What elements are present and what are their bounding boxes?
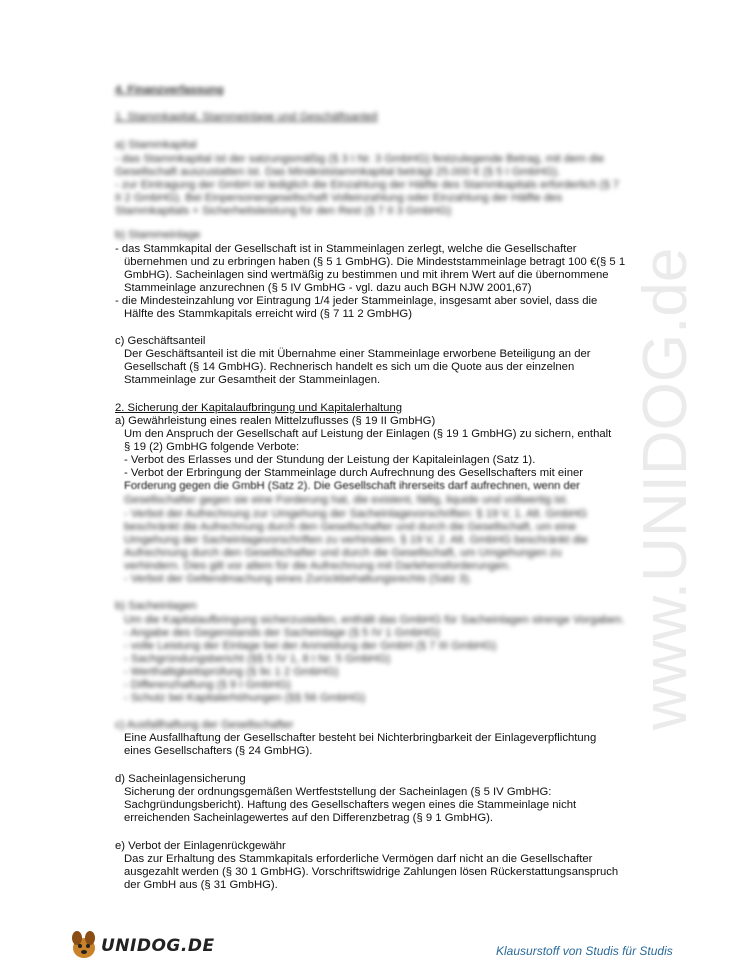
- unidog-logo[interactable]: [68, 928, 215, 962]
- subsection-1-title: 1. Stammkapital, Stammeinlage und Geschäftsanteil: [115, 111, 378, 123]
- s2a-blur-line: - Verbot der Aufrechnung zur Umgehung der Sacheinlagevorschriften: § 19 V, 1. Alt. GmbHG: [124, 508, 588, 520]
- s2b-line: - Sachgründungsbericht (§§ 5 IV 1, 8 I Nr. 5 GmbHG): [124, 653, 391, 665]
- b-line: übernehmen und zu erbringen haben (§ 5 1 GmbHG). Die Mindeststammeinlage betragt 100 €(§ 5 1: [124, 256, 626, 268]
- s2b-line: - volle Leistung der Einlage bei der Anmeldung der GmbH (§ 7 III GmbHG): [124, 640, 497, 652]
- s2c-line: Eine Ausfallhaftung der Gesellschafter besteht bei Nichterbringbarkeit der Einlageverpflichtung: [124, 732, 597, 744]
- b-line: - die Mindesteinzahlung vor Eintragung 1/4 jeder Stammeinlage, insgesamt aber soviel, dass die: [115, 295, 598, 307]
- s2a-blur-line: verhindern. Dies gilt vor allem für die Aufrechnung mit Darlehensforderungen.: [124, 560, 511, 572]
- s2a-line: - Verbot der Erbringung der Stammeinlage durch Aufrechnung des Gesellschafters mit einer: [124, 467, 584, 479]
- s2c-heading: c) Ausfallhaftung der Gesellschafter: [115, 719, 294, 731]
- s2a-blur-line: - Verbot der Geltendmachung eines Zurückbehaltungsrechts (Satz 3).: [124, 573, 472, 585]
- c-line: Stammeinlage zur Gesamtheit der Stammeinlagen.: [124, 374, 381, 386]
- footer-tagline: Klausurstoff von Studis für Studis: [496, 944, 673, 958]
- section-title: 4. Finanzverfassung: [115, 84, 224, 96]
- s2b-line: - Angabe des Gegenstands der Sacheinlage (§ 5 IV 1 GmbHG): [124, 627, 440, 639]
- s2e-line: ausgezahlt werden (§ 30 1 GmbHG). Vorschriftswidrige Zahlungen lösen Rückerstattungsanspruch: [124, 866, 619, 878]
- s2d-line: Sicherung der ordnungsgemäßen Wertfeststellung der Sacheinlagen (§ 5 IV GmbHG:: [124, 786, 552, 798]
- b-line: - das Stammkapital der Gesellschaft ist in Stammeinlagen zerlegt, welche die Gesellschafter: [115, 243, 577, 255]
- a-line: Stammkapitals + Sicherheitsleistung für den Rest (§ 7 II 3 GmbHG): [115, 205, 452, 217]
- s2a-blur-line: beschränkt die Aufrechnung durch den Gesellschafter und durch die Gesellschaft, um eine: [124, 521, 577, 533]
- s2a-line: Forderung gegen die GmbH (Satz 2). Die Gesellschaft ihrerseits darf aufrechnen, wenn der: [124, 480, 580, 492]
- s2b-line: - Werthaltigkeitsprüfung (§ 9c 1 2 GmbHG): [124, 666, 339, 678]
- s2b-line: - Differenzhaftung (§ 9 I GmbHG): [124, 679, 291, 691]
- s2a-line: Um den Anspruch der Gesellschaft auf Leistung der Einlagen (§ 19 1 GmbHG) zu sichern, enthalt: [124, 428, 612, 440]
- s2a-heading: a) Gewährleistung eines realen Mittelzuflusses (§ 19 II GmbHG): [115, 415, 436, 427]
- s2d-heading: d) Sacheinlagensicherung: [115, 773, 246, 785]
- a-line: - das Stammkapital ist der satzungsmäßig (§ 3 I Nr. 3 GmbHG) festzulegende Betrag, mit dem die: [115, 153, 605, 165]
- s2a-line: - Verbot des Erlasses und der Stundung der Leistung der Kapitaleinlagen (Satz 1).: [124, 454, 536, 466]
- dog-icon: [68, 928, 100, 962]
- subsection-2-title: 2. Sicherung der Kapitalaufbringung und Kapitalerhaltung: [115, 402, 403, 414]
- b-line: Hälfte des Stammkapitals erreicht wird (§ 7 11 2 GmbHG): [124, 308, 412, 320]
- s2b-line: Um die Kapitalaufbringung sicherzustellen, enthält das GmbHG für Sacheinlagen strenge Vorgaben.: [124, 614, 625, 626]
- a-line: Gesellschaft auszustatten ist. Das Mindeststammkapital beträgt 25.000 € (§ 5 I GmbHG).: [115, 166, 561, 178]
- c-heading: c) Geschäftsanteil: [115, 335, 206, 347]
- s2b-heading: b) Sacheinlagen: [115, 600, 197, 612]
- b-line: GmbHG). Sacheinlagen sind wertmäßig zu bestimmen und mit ihrem Wert auf die übernommene: [124, 269, 609, 281]
- b-line: Stammeinlage anzurechnen (§ 5 IV GmbHG - vgl. dazu auch BGH NJW 2001,67): [124, 282, 532, 294]
- s2a-blur-line: Gesellschafter gegen sie eine Forderung hat, die existent, fällig, liquide und vollwertig ist.: [124, 494, 569, 506]
- logo-text: UNIDOG.DE: [101, 936, 215, 956]
- s2a-line: § 19 (2) GmbHG folgende Verbote:: [124, 441, 300, 453]
- b-heading: b) Stammeinlage: [115, 229, 201, 241]
- s2a-blur-line: Aufrechnung durch den Gesellschafter und durch die Gesellschaft, um Umgehungen zu: [124, 547, 562, 559]
- s2e-line: Das zur Erhaltung des Stammkapitals erforderliche Vermögen darf nicht an die Gesellschafter: [124, 853, 593, 865]
- c-line: Der Geschäftsanteil ist die mit Übernahme einer Stammeinlage erworbene Beteiligung an der: [124, 348, 591, 360]
- s2d-line: Sachgründungsbericht). Haftung des Gesellschafters wegen eines die Stammeinlage nicht: [124, 799, 577, 811]
- watermark: [630, 247, 710, 730]
- a-heading: a) Stammkapital: [115, 139, 197, 151]
- s2c-line: eines Gesellschafters (§ 24 GmbHG).: [124, 745, 313, 757]
- s2e-line: der GmbH aus (§ 31 GmbHG).: [124, 879, 278, 891]
- a-line: II 2 GmbHG). Bei Einpersonengesellschaft Volleinzahlung oder Einzahlung der Hälfte des: [115, 192, 563, 204]
- s2b-line: - Schutz bei Kapitalerhöhungen (§§ 56 GmbHG): [124, 692, 366, 704]
- a-line: - zur Eintragung der GmbH ist lediglich die Einzahlung der Hälfte des Stammkapitals erforderlich (§ 7: [115, 179, 620, 191]
- c-line: Gesellschaft (§ 14 GmbHG). Rechnerisch handelt es sich um die Quote aus der einzelnen: [124, 361, 575, 373]
- watermark-text: www.UNIDOG.de: [631, 247, 700, 730]
- s2e-heading: e) Verbot der Einlagenrückgewähr: [115, 840, 286, 852]
- s2d-line: erreichenden Sacheinlagewertes auf den Differenzbetrag (§ 9 1 GmbHG).: [124, 812, 494, 824]
- s2a-blur-line: Umgehung der Sacheinlagevorschriften zu verhindern. § 19 V, 2. Alt. GmbHG beschränkt die: [124, 534, 588, 546]
